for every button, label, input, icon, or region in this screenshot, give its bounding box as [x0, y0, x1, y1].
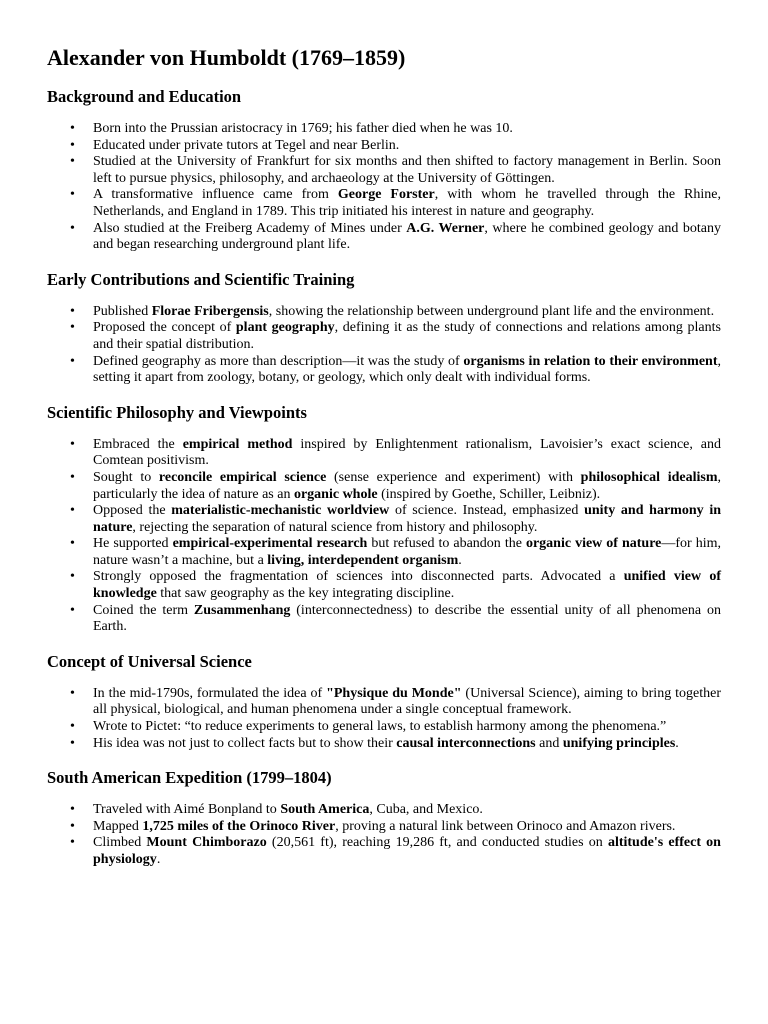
- list-item: [93, 536, 721, 569]
- text-run: Strongly opposed the fragmentation of sciences into disconnected parts. Advocated a: [93, 569, 624, 585]
- bold-text: unified view of knowledge: [93, 569, 721, 602]
- text-run: He supported: [93, 536, 173, 552]
- text-run: His idea was not just to collect facts but to show their: [93, 735, 397, 751]
- text-run: Opposed the: [93, 503, 172, 519]
- text-run: (inspired by Goethe, Schiller, Leibniz).: [377, 486, 601, 502]
- bullet-list: [47, 121, 721, 254]
- sections-container: [47, 87, 721, 869]
- bold-text: reconcile empirical science: [158, 469, 327, 485]
- text-run: Educated under private tutors at Tegel and near Berlin.: [93, 137, 400, 153]
- list-item: [93, 437, 721, 470]
- text-run: Proposed the concept of: [93, 320, 236, 336]
- list-item: [93, 736, 721, 753]
- bullet-list: [47, 802, 721, 868]
- list-item: [93, 121, 721, 138]
- text-run: Born into the Prussian aristocracy in 1769; his father died when he was 10.: [93, 121, 513, 136]
- bold-text: South America: [280, 802, 370, 818]
- text-run: , setting it apart from zoology, botany, or geology, which only dealt with individual forms.: [93, 353, 722, 386]
- bold-text: A.G. Werner: [406, 220, 485, 236]
- bold-text: organic view of nature: [525, 536, 662, 552]
- bold-text: materialistic-mechanistic worldview: [171, 503, 390, 519]
- list-item: [93, 354, 721, 387]
- bold-text: "Physique du Monde": [326, 685, 462, 701]
- text-run: .: [156, 852, 161, 867]
- bold-text: empirical-experimental research: [172, 536, 368, 552]
- list-item: [93, 802, 721, 819]
- text-run: In the mid-1790s, formulated the idea of: [93, 685, 327, 701]
- text-run: (20,561 ft), reaching 19,286 ft, and conducted studies on: [266, 835, 608, 851]
- bold-text: George Forster: [337, 187, 435, 203]
- text-run: and: [535, 735, 563, 751]
- text-run: Published: [93, 303, 152, 319]
- bullet-list: [47, 304, 721, 387]
- list-item: [93, 569, 721, 602]
- list-item: [93, 221, 721, 254]
- list-item: [93, 304, 721, 321]
- text-run: Mapped: [93, 818, 143, 834]
- list-item: [93, 320, 721, 353]
- text-run: , defining it as the study of connections and relations among plants and their spatial distribution.: [93, 320, 721, 352]
- text-run: (interconnectedness) to describe the essential unity of all phenomena on Earth.: [93, 602, 721, 635]
- text-run: but refused to abandon the: [367, 536, 526, 552]
- page-title: Alexander von Humboldt (1769–1859): [47, 45, 406, 70]
- section-heading: Concept of Universal Science: [47, 651, 252, 671]
- bold-text: Zusammenhang: [193, 602, 291, 618]
- text-run: , showing the relationship between underground plant life and the environment.: [268, 303, 715, 319]
- text-run: Embraced the: [93, 436, 183, 452]
- bold-text: organic whole: [293, 486, 378, 502]
- bold-text: empirical method: [182, 436, 293, 452]
- section-heading: Scientific Philosophy and Viewpoints: [47, 402, 307, 422]
- bold-text: Mount Chimborazo: [146, 835, 267, 851]
- text-run: Also studied at the Freiberg Academy of Mines under: [93, 220, 407, 236]
- text-run: Defined geography as more than description—it was the study of: [93, 353, 464, 369]
- text-run: of science. Instead, emphasized: [389, 503, 585, 519]
- text-run: , with whom he travelled through the Rhine, Netherlands, and England in 1789. This trip initiated his interest in nature and geography.: [93, 187, 721, 219]
- list-item: [93, 154, 721, 187]
- list-item: [93, 603, 721, 636]
- section-heading: Background and Education: [47, 87, 242, 106]
- list-item: [93, 503, 721, 536]
- text-run: Coined the term: [93, 602, 194, 618]
- text-run: Studied at the University of Frankfurt for six months and then shifted to factory management in Berlin. Soon left to pursue physics, philosophy, and archaeology at the University of Göttingen.: [93, 154, 721, 186]
- section-heading: Early Contributions and Scientific Training: [47, 269, 355, 289]
- bold-text: organisms in relation to their environment: [463, 353, 718, 369]
- list-item: [93, 719, 721, 736]
- bold-text: plant geography: [235, 320, 335, 336]
- list-item: [93, 819, 721, 836]
- text-run: , particularly the idea of nature as an: [93, 469, 721, 502]
- bullet-list: [47, 686, 721, 752]
- section-heading: South American Expedition (1799–1804): [47, 768, 332, 788]
- bold-text: Florae Fribergensis: [151, 303, 269, 319]
- text-run: (Universal Science), aiming to bring together all physical, biological, and human phenomena under a single conceptual framework.: [93, 685, 721, 718]
- text-run: , proving a natural link between Orinoco and Amazon rivers.: [335, 818, 676, 834]
- bold-text: causal interconnections: [396, 735, 536, 751]
- bold-text: 1,725 miles of the Orinoco River: [142, 818, 336, 834]
- bold-text: unity and harmony in nature: [93, 503, 721, 535]
- text-run: , rejecting the separation of natural science from history and philosophy.: [132, 519, 538, 535]
- bold-text: altitude's effect on physiology: [93, 835, 721, 867]
- list-item: [93, 835, 721, 868]
- text-run: Sought to: [93, 469, 159, 485]
- text-run: .: [675, 735, 679, 751]
- text-run: inspired by Enlightenment rationalism, Lavoisier’s exact science, and Comtean positivism.: [93, 436, 721, 469]
- list-item: [93, 138, 721, 155]
- text-run: that saw geography as the key integrating discipline.: [156, 586, 455, 602]
- text-run: (sense experience and experiment) with: [326, 469, 581, 485]
- text-run: A transformative influence came from: [93, 187, 338, 203]
- text-run: —for him, nature wasn’t a machine, but a: [93, 536, 722, 568]
- bold-text: unifying principles: [562, 735, 676, 751]
- text-run: Climbed: [93, 835, 147, 851]
- list-item: [93, 470, 721, 503]
- text-run: Traveled with Aimé Bonpland to: [93, 802, 281, 818]
- bold-text: living, interdependent organism: [267, 552, 459, 568]
- list-item: [93, 686, 721, 719]
- text-run: .: [458, 552, 462, 568]
- text-run: Wrote to Pictet: “to reduce experiments to general laws, to establish harmony among the phenomena.”: [93, 719, 667, 735]
- list-item: [93, 187, 721, 220]
- text-run: , Cuba, and Mexico.: [369, 802, 483, 818]
- bullet-list: [47, 437, 721, 636]
- bold-text: philosophical idealism: [580, 469, 718, 485]
- text-run: , where he combined geology and botany and began researching underground plant life.: [93, 220, 721, 253]
